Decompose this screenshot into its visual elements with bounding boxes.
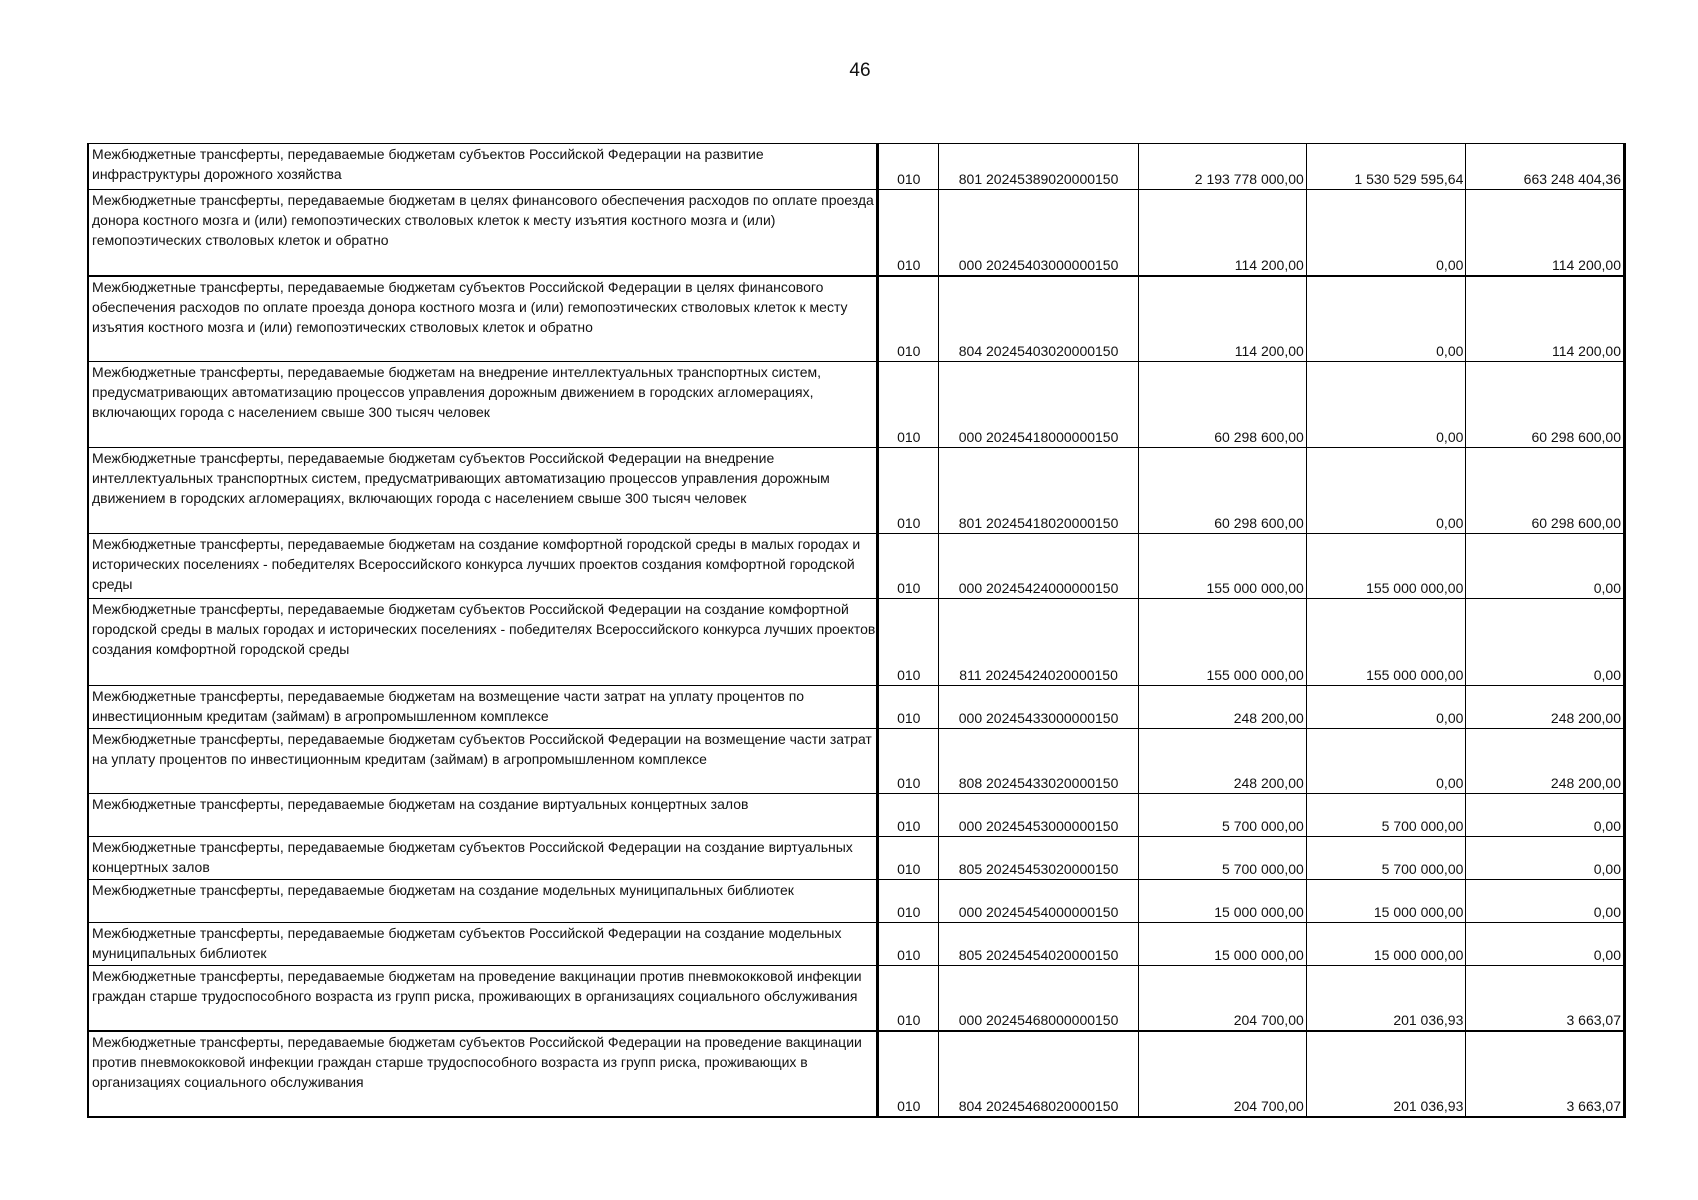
row-name: Межбюджетные трансферты, передаваемые бюджетам субъектов Российской Федерации в целях финансового обеспечения расходов по оплате проезда донора костного мозга и (или) гемопоэтических стволовых клеток к месту изъятия костного мозга и (или) гемопоэтических стволовых клеток и обратно (88, 276, 878, 362)
row-name: Межбюджетные трансферты, передаваемые бюджетам на проведение вакцинации против пневмококковой инфекции граждан старше трудоспособного возраста из групп риска, проживающих в организациях социального обслуживания (88, 966, 878, 1031)
row-approved: 155 000 000,00 (1139, 534, 1307, 599)
row-executed: 0,00 (1306, 276, 1466, 362)
row-approved: 248 200,00 (1139, 686, 1307, 729)
table-row (88, 686, 1625, 729)
row-approved: 2 193 778 000,00 (1139, 144, 1307, 190)
row-name: Межбюджетные трансферты, передаваемые бюджетам субъектов Российской Федерации на внедрение интеллектуальных транспортных систем, предусматривающих автоматизацию процессов управления дорожным движением в городских агломерациях, включающих города с населением свыше 300 тысяч человек (88, 448, 878, 534)
table-row (88, 448, 1625, 534)
row-unexecuted: 0,00 (1466, 794, 1625, 837)
row-kbk: 000 20245403000000150 (939, 190, 1139, 276)
row-code: 010 (878, 276, 939, 362)
row-name: Межбюджетные трансферты, передаваемые бюджетам на внедрение интеллектуальных транспортных систем, предусматривающих автоматизацию процессов управления дорожным движением в городских агломерациях, включающих города с населением свыше 300 тысяч человек (88, 362, 878, 448)
row-kbk: 805 20245454020000150 (939, 923, 1139, 966)
row-code: 010 (878, 599, 939, 686)
row-code: 010 (878, 144, 939, 190)
row-kbk: 804 20245403020000150 (939, 276, 1139, 362)
row-unexecuted: 114 200,00 (1466, 276, 1625, 362)
row-kbk: 000 20245453000000150 (939, 794, 1139, 837)
table-row (88, 966, 1625, 1031)
table-row (88, 729, 1625, 794)
row-executed: 0,00 (1306, 686, 1466, 729)
row-name: Межбюджетные трансферты, передаваемые бюджетам в целях финансового обеспечения расходов по оплате проезда донора костного мозга и (или) гемопоэтических стволовых клеток к месту изъятия костного мозга и (или) гемопоэтических стволовых клеток и обратно (88, 190, 878, 276)
row-name: Межбюджетные трансферты, передаваемые бюджетам субъектов Российской Федерации на проведение вакцинации против пневмококковой инфекции граждан старше трудоспособного возраста из групп риска, проживающих в организациях социального обслуживания (88, 1031, 878, 1117)
row-name: Межбюджетные трансферты, передаваемые бюджетам на создание модельных муниципальных библиотек (88, 880, 878, 923)
row-kbk: 000 20245433000000150 (939, 686, 1139, 729)
table-row (88, 1031, 1625, 1117)
table-row (88, 794, 1625, 837)
row-unexecuted: 3 663,07 (1466, 1031, 1625, 1117)
row-executed: 0,00 (1306, 448, 1466, 534)
row-kbk: 805 20245453020000150 (939, 837, 1139, 880)
row-executed: 1 530 529 595,64 (1306, 144, 1466, 190)
row-unexecuted: 114 200,00 (1466, 190, 1625, 276)
row-code: 010 (878, 362, 939, 448)
row-executed: 0,00 (1306, 190, 1466, 276)
table-row (88, 880, 1625, 923)
row-unexecuted: 0,00 (1466, 534, 1625, 599)
row-code: 010 (878, 966, 939, 1031)
row-approved: 155 000 000,00 (1139, 599, 1307, 686)
row-approved: 114 200,00 (1139, 276, 1307, 362)
row-kbk: 000 20245418000000150 (939, 362, 1139, 448)
row-code: 010 (878, 190, 939, 276)
row-code: 010 (878, 686, 939, 729)
row-unexecuted: 0,00 (1466, 923, 1625, 966)
row-approved: 114 200,00 (1139, 190, 1307, 276)
row-approved: 204 700,00 (1139, 1031, 1307, 1117)
row-unexecuted: 248 200,00 (1466, 729, 1625, 794)
table-row (88, 276, 1625, 362)
row-approved: 5 700 000,00 (1139, 794, 1307, 837)
row-name: Межбюджетные трансферты, передаваемые бюджетам на создание виртуальных концертных залов (88, 794, 878, 837)
row-executed: 15 000 000,00 (1306, 923, 1466, 966)
row-executed: 155 000 000,00 (1306, 599, 1466, 686)
row-unexecuted: 3 663,07 (1466, 966, 1625, 1031)
row-approved: 204 700,00 (1139, 966, 1307, 1031)
row-executed: 201 036,93 (1306, 966, 1466, 1031)
row-executed: 0,00 (1306, 362, 1466, 448)
table-row (88, 190, 1625, 276)
row-approved: 15 000 000,00 (1139, 880, 1307, 923)
table-row (88, 837, 1625, 880)
row-executed: 155 000 000,00 (1306, 534, 1466, 599)
row-code: 010 (878, 448, 939, 534)
row-approved: 248 200,00 (1139, 729, 1307, 794)
row-kbk: 000 20245424000000150 (939, 534, 1139, 599)
row-code: 010 (878, 837, 939, 880)
row-kbk: 801 20245418020000150 (939, 448, 1139, 534)
row-unexecuted: 0,00 (1466, 880, 1625, 923)
row-code: 010 (878, 923, 939, 966)
row-name: Межбюджетные трансферты, передаваемые бюджетам субъектов Российской Федерации на развитие инфраструктуры дорожного хозяйства (88, 144, 878, 190)
row-executed: 5 700 000,00 (1306, 837, 1466, 880)
row-approved: 15 000 000,00 (1139, 923, 1307, 966)
row-name: Межбюджетные трансферты, передаваемые бюджетам на возмещение части затрат на уплату процентов по инвестиционным кредитам (займам) в агропромышленном комплексе (88, 686, 878, 729)
row-code: 010 (878, 534, 939, 599)
row-kbk: 801 20245389020000150 (939, 144, 1139, 190)
row-unexecuted: 248 200,00 (1466, 686, 1625, 729)
row-unexecuted: 0,00 (1466, 837, 1625, 880)
table-row (88, 599, 1625, 686)
row-kbk: 000 20245468000000150 (939, 966, 1139, 1031)
budget-table (87, 143, 1626, 1118)
row-kbk: 808 20245433020000150 (939, 729, 1139, 794)
row-unexecuted: 60 298 600,00 (1466, 448, 1625, 534)
row-executed: 15 000 000,00 (1306, 880, 1466, 923)
row-kbk: 811 20245424020000150 (939, 599, 1139, 686)
row-approved: 60 298 600,00 (1139, 362, 1307, 448)
row-executed: 5 700 000,00 (1306, 794, 1466, 837)
row-code: 010 (878, 794, 939, 837)
row-executed: 201 036,93 (1306, 1031, 1466, 1117)
table-row (88, 923, 1625, 966)
table-row (88, 362, 1625, 448)
row-name: Межбюджетные трансферты, передаваемые бюджетам субъектов Российской Федерации на создание модельных муниципальных библиотек (88, 923, 878, 966)
row-code: 010 (878, 729, 939, 794)
row-kbk: 000 20245454000000150 (939, 880, 1139, 923)
row-executed: 0,00 (1306, 729, 1466, 794)
row-unexecuted: 60 298 600,00 (1466, 362, 1625, 448)
row-name: Межбюджетные трансферты, передаваемые бюджетам субъектов Российской Федерации на возмещение части затрат на уплату процентов по инвестиционным кредитам (займам) в агропромышленном комплексе (88, 729, 878, 794)
page-number: 46 (849, 60, 871, 81)
row-unexecuted: 0,00 (1466, 599, 1625, 686)
row-approved: 5 700 000,00 (1139, 837, 1307, 880)
row-code: 010 (878, 1031, 939, 1117)
table-row (88, 144, 1625, 190)
row-code: 010 (878, 880, 939, 923)
table-row (88, 534, 1625, 599)
row-kbk: 804 20245468020000150 (939, 1031, 1139, 1117)
row-name: Межбюджетные трансферты, передаваемые бюджетам на создание комфортной городской среды в малых городах и исторических поселениях - победителях Всероссийского конкурса лучших проектов создания комфортной городской среды (88, 534, 878, 599)
row-name: Межбюджетные трансферты, передаваемые бюджетам субъектов Российской Федерации на создание комфортной городской среды в малых городах и исторических поселениях - победителях Всероссийского конкурса лучших проектов создания комфортной городской среды (88, 599, 878, 686)
row-approved: 60 298 600,00 (1139, 448, 1307, 534)
row-name: Межбюджетные трансферты, передаваемые бюджетам субъектов Российской Федерации на создание виртуальных концертных залов (88, 837, 878, 880)
row-unexecuted: 663 248 404,36 (1466, 144, 1625, 190)
